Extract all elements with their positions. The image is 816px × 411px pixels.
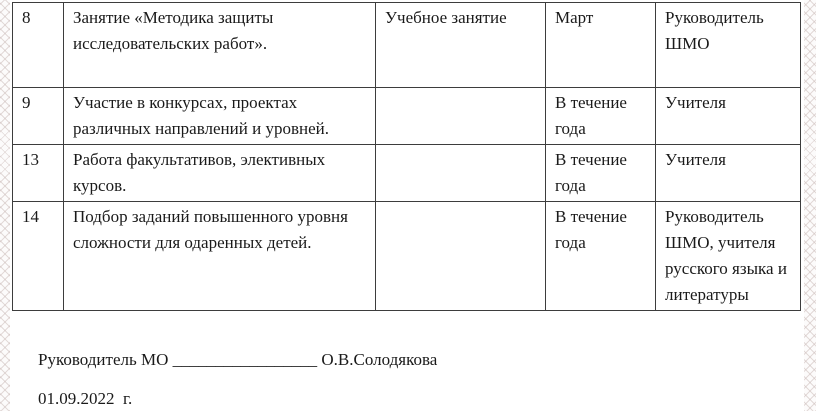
table-row xyxy=(13,202,801,311)
row-number-cell: 13 xyxy=(13,145,64,202)
form-cell: Учебное занятие xyxy=(376,3,546,88)
form-cell xyxy=(376,145,546,202)
signature-name: О.В.Солодякова xyxy=(321,350,438,369)
timing-cell: В течение года xyxy=(546,202,656,311)
timing-cell: В течение года xyxy=(546,145,656,202)
responsible-cell: Руководитель ШМО xyxy=(656,3,801,88)
signature-underscores: _________________ xyxy=(172,350,318,369)
activity-cell: Работа факультативов, элективных курсов. xyxy=(64,145,376,202)
form-cell xyxy=(376,88,546,145)
decorative-page-border-left xyxy=(0,0,10,411)
activity-cell: Занятие «Методика защиты исследовательских работ». xyxy=(64,3,376,88)
plan-table xyxy=(12,2,801,311)
signature-label: Руководитель МО xyxy=(38,350,169,369)
timing-cell: Март xyxy=(546,3,656,88)
decorative-page-border-right xyxy=(804,0,816,411)
table-row xyxy=(13,3,801,88)
table-row xyxy=(13,88,801,145)
responsible-cell: Учителя xyxy=(656,88,801,145)
row-number-cell: 8 xyxy=(13,3,64,88)
activity-cell: Участие в конкурсах, проектах различных направлений и уровней. xyxy=(64,88,376,145)
table-row xyxy=(13,145,801,202)
responsible-cell: Учителя xyxy=(656,145,801,202)
activity-cell: Подбор заданий повышенного уровня сложности для одаренных детей. xyxy=(64,202,376,311)
signature-line xyxy=(38,350,437,370)
document-date: 01.09.2022 г. xyxy=(38,389,133,408)
row-number-cell: 9 xyxy=(13,88,64,145)
row-number-cell: 14 xyxy=(13,202,64,311)
timing-cell: В течение года xyxy=(546,88,656,145)
responsible-cell: Руководитель ШМО, учителя русского языка и литературы xyxy=(656,202,801,311)
form-cell xyxy=(376,202,546,311)
